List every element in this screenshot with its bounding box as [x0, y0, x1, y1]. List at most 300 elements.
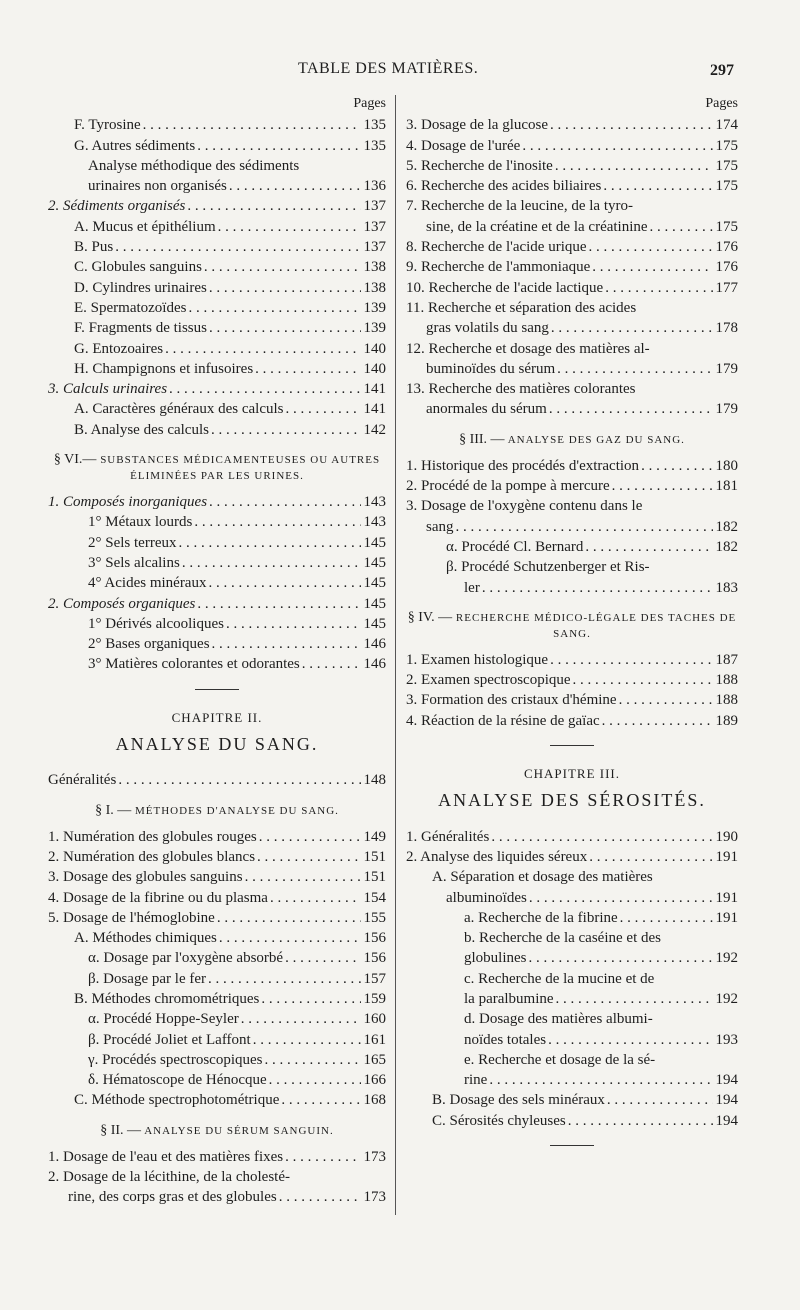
dot-leader	[209, 318, 361, 338]
left-column	[48, 94, 386, 1208]
dot-leader	[585, 537, 712, 557]
toc-entry	[48, 1167, 386, 1187]
dot-leader	[281, 1090, 360, 1110]
toc-entry	[48, 908, 386, 928]
dot-leader	[208, 573, 360, 593]
toc-list	[406, 115, 738, 419]
dot-leader	[118, 770, 360, 790]
entry-title: G. Entozoaires	[74, 340, 164, 357]
section-number: § VI.—	[53, 452, 97, 468]
toc-entry	[406, 399, 738, 419]
entry-title: α. Procédé Hoppe-Seyler	[88, 1011, 239, 1028]
entry-page: 156	[363, 930, 386, 947]
entry-title: sang	[426, 518, 454, 535]
entry-title: 1. Numération des globules rouges	[48, 828, 257, 845]
dot-leader	[265, 1050, 361, 1070]
dot-leader	[605, 278, 712, 298]
section-number: § II. —	[100, 1122, 142, 1138]
entry-title: 4. Dosage de l'urée	[406, 137, 521, 154]
section-title: ANALYSE DES GAZ DU SANG.	[507, 433, 685, 446]
toc-entry	[48, 298, 386, 318]
dot-leader	[217, 908, 361, 928]
dot-leader	[178, 533, 360, 553]
entry-title: noïdes totales	[464, 1031, 547, 1048]
dot-leader	[592, 257, 712, 277]
toc-entry	[406, 711, 738, 731]
dot-leader	[253, 1030, 361, 1050]
toc-entry	[48, 1070, 386, 1090]
entry-title: 3. Formation des cristaux d'hémine	[406, 692, 617, 709]
dot-leader	[603, 176, 712, 196]
entry-title: B. Pus	[74, 239, 114, 256]
entry-title: G. Autres sédiments	[74, 137, 196, 154]
entry-page: 154	[363, 889, 386, 906]
dot-leader	[555, 156, 713, 176]
toc-entry	[48, 196, 386, 216]
dot-leader	[212, 634, 361, 654]
dot-leader	[302, 654, 361, 674]
entry-page: 165	[363, 1051, 386, 1068]
entry-title: 1. Examen histologique	[406, 651, 549, 668]
pages-label: Pages	[353, 96, 386, 111]
entry-title: α. Dosage par l'oxygène absorbé	[88, 950, 284, 967]
dot-leader	[612, 476, 713, 496]
entry-page: 176	[715, 259, 738, 276]
toc-entry	[406, 517, 738, 537]
entry-page: 138	[363, 259, 386, 276]
entry-title: C. Sérosités chyleuses	[432, 1112, 566, 1129]
toc-entry	[406, 989, 738, 1009]
dot-leader	[218, 217, 361, 237]
entry-title: 5. Dosage de l'hémoglobine	[48, 909, 215, 926]
chapter-title: ANALYSE DES SÉROSITÉS.	[438, 790, 706, 811]
entry-page: 189	[715, 712, 738, 729]
dot-leader	[143, 115, 361, 135]
entry-title: 1. Généralités	[406, 828, 490, 845]
toc-entry	[406, 298, 738, 318]
dot-leader	[557, 359, 712, 379]
entry-title: B. Dosage des sels minéraux	[432, 1092, 605, 1109]
toc-list	[406, 827, 738, 1131]
entry-page: 136	[363, 178, 386, 195]
dot-leader	[229, 176, 361, 196]
entry-title: 2° Sels terreux	[88, 534, 177, 551]
entry-title: F. Fragments de tissus	[74, 320, 207, 337]
entry-page: 145	[363, 575, 386, 592]
toc-entry	[406, 1070, 738, 1090]
entry-page: 143	[363, 514, 386, 531]
dot-leader	[245, 867, 361, 887]
entry-title: 3° Matières colorantes et odorantes	[88, 656, 300, 673]
entry-title: globulines	[464, 950, 527, 967]
entry-page: 175	[715, 137, 738, 154]
toc-entry	[48, 1009, 386, 1029]
toc-entry	[406, 650, 738, 670]
dot-leader	[491, 827, 712, 847]
dot-leader	[197, 594, 360, 614]
entry-title: A. Caractères généraux des calculs	[74, 401, 284, 418]
dot-leader	[226, 614, 361, 634]
dot-leader	[188, 298, 360, 318]
dot-leader	[261, 989, 360, 1009]
toc-entry	[48, 359, 386, 379]
toc-entry	[48, 847, 386, 867]
toc-entry	[48, 594, 386, 614]
dot-leader	[573, 670, 713, 690]
entry-page: 145	[363, 534, 386, 551]
dot-leader	[211, 420, 361, 440]
toc-entry	[406, 827, 738, 847]
dot-leader	[529, 948, 713, 968]
toc-entry	[406, 237, 738, 257]
entry-title: α. Procédé Cl. Bernard	[446, 538, 584, 555]
toc-entry	[48, 634, 386, 654]
toc-entry	[406, 339, 738, 359]
entry-page: 179	[715, 401, 738, 418]
toc-entry	[406, 379, 738, 399]
toc-entry	[48, 573, 386, 593]
dot-leader	[241, 1009, 361, 1029]
entry-title: 12. Recherche et dosage des matières al-	[406, 340, 650, 357]
entry-page: 194	[715, 1072, 738, 1089]
dot-leader	[270, 888, 361, 908]
toc-entry	[48, 379, 386, 399]
dot-leader	[550, 115, 712, 135]
entry-page: 168	[363, 1092, 386, 1109]
entry-title: ler	[464, 579, 480, 596]
entry-page: 173	[363, 1189, 386, 1206]
toc-entry	[406, 969, 738, 989]
entry-title: Analyse méthodique des sédiments	[88, 157, 300, 174]
entry-page: 194	[715, 1092, 738, 1109]
dot-leader	[641, 456, 712, 476]
entry-page: 177	[715, 279, 738, 296]
toc-entry	[406, 136, 738, 156]
entry-page: 159	[363, 990, 386, 1007]
entry-title: 10. Recherche de l'acide lactique	[406, 279, 604, 296]
toc-list	[48, 1147, 386, 1208]
dot-leader	[482, 578, 713, 598]
toc-entry	[406, 1050, 738, 1070]
entry-page: 160	[363, 1011, 386, 1028]
entry-title: B. Méthodes chromométriques	[74, 990, 260, 1007]
entry-page: 139	[363, 299, 386, 316]
toc-list	[48, 492, 386, 675]
entry-page: 156	[363, 950, 386, 967]
toc-entry	[48, 1090, 386, 1110]
dot-leader	[285, 948, 360, 968]
toc-entry	[406, 578, 738, 598]
dot-leader	[556, 989, 713, 1009]
toc-entry	[406, 908, 738, 928]
entry-title: H. Champignons et infusoires	[74, 360, 254, 377]
entry-page: 191	[715, 909, 738, 926]
entry-page: 145	[363, 595, 386, 612]
entry-title: 1° Dérivés alcooliques	[88, 615, 224, 632]
toc-entry	[406, 1090, 738, 1110]
entry-page: 183	[715, 579, 738, 596]
entry-page: 175	[715, 178, 738, 195]
dot-leader	[551, 318, 713, 338]
entry-page: 145	[363, 615, 386, 632]
section-number: § III. —	[459, 431, 505, 447]
entry-title: 2° Bases organiques	[88, 636, 210, 653]
toc-entry	[48, 1187, 386, 1207]
entry-page: 192	[715, 950, 738, 967]
dot-leader	[548, 1030, 712, 1050]
entry-page: 140	[363, 360, 386, 377]
entry-title: δ. Hématoscope de Hénocque	[88, 1072, 267, 1089]
toc-entry	[48, 156, 386, 176]
toc-entry	[406, 496, 738, 516]
dot-leader	[522, 136, 712, 156]
entry-page: 138	[363, 279, 386, 296]
toc-entry	[406, 537, 738, 557]
entry-title: 2. Sédiments organisés	[48, 198, 186, 215]
toc-entry	[48, 989, 386, 1009]
entry-title: 11. Recherche et séparation des acides	[406, 299, 637, 316]
running-title: TABLE DES MATIÈRES.	[298, 60, 479, 77]
entry-title: la paralbumine	[464, 990, 554, 1007]
dot-leader	[115, 237, 360, 257]
toc-entry	[406, 359, 738, 379]
entry-page: 148	[363, 772, 386, 789]
entry-page: 146	[363, 656, 386, 673]
dot-leader	[550, 650, 712, 670]
entry-title: 3. Dosage de la glucose	[406, 117, 549, 134]
entry-title: Généralités	[48, 772, 117, 789]
toc-list	[48, 827, 386, 1111]
entry-page: 137	[363, 239, 386, 256]
toc-entry	[406, 670, 738, 690]
toc-entry	[48, 614, 386, 634]
dot-leader	[607, 1090, 713, 1110]
toc-entry	[48, 399, 386, 419]
entry-page: 161	[363, 1031, 386, 1048]
entry-title: e. Recherche et dosage de la sé-	[464, 1051, 656, 1068]
toc-entry	[48, 136, 386, 156]
toc-entry	[406, 318, 738, 338]
dot-leader	[619, 690, 713, 710]
toc-list	[406, 650, 738, 731]
entry-page: 141	[363, 381, 386, 398]
dot-leader	[529, 888, 713, 908]
entry-page: 181	[715, 478, 738, 495]
entry-title: sine, de la créatine et de la créatinine	[426, 218, 648, 235]
right-column	[406, 94, 738, 1160]
toc-entry	[48, 339, 386, 359]
dot-leader	[589, 847, 712, 867]
section-number: § IV. —	[407, 609, 453, 625]
entry-page: 137	[363, 218, 386, 235]
entry-page: 143	[363, 494, 386, 511]
pages-label: Pages	[705, 96, 738, 111]
toc-entry	[48, 237, 386, 257]
entry-title: D. Cylindres urinaires	[74, 279, 207, 296]
entry-title: 5. Recherche de l'inosite	[406, 157, 553, 174]
entry-page: 188	[715, 672, 738, 689]
dot-leader	[279, 1187, 361, 1207]
toc-entry	[48, 948, 386, 968]
dot-leader	[257, 847, 360, 867]
toc-entry	[406, 217, 738, 237]
entry-title: 1° Métaux lourds	[88, 514, 193, 531]
toc-entry	[406, 257, 738, 277]
toc-entry	[406, 948, 738, 968]
dot-leader	[620, 908, 713, 928]
entry-page: 193	[715, 1031, 738, 1048]
section-title: ANALYSE DU SÉRUM SANGUIN.	[144, 1124, 334, 1137]
toc-entry	[406, 156, 738, 176]
entry-title: 3. Dosage de l'oxygène contenu dans le	[406, 498, 643, 515]
entry-title: E. Spermatozoïdes	[74, 299, 187, 316]
toc-entry	[406, 557, 738, 577]
entry-page: 174	[715, 117, 738, 134]
section-heading-iv	[406, 610, 738, 642]
entry-page: 141	[363, 401, 386, 418]
section-title: RECHERCHE MÉDICO-LÉGALE DES TACHES DE SANG.	[455, 611, 737, 640]
entry-page: 149	[363, 828, 386, 845]
entry-page: 191	[715, 889, 738, 906]
toc-entry	[48, 553, 386, 573]
toc-entry	[48, 257, 386, 277]
toc-entry	[48, 278, 386, 298]
entry-page: 188	[715, 692, 738, 709]
entry-title: β. Procédé Schutzenberger et Ris-	[446, 559, 650, 576]
entry-title: 6. Recherche des acides biliaires	[406, 178, 602, 195]
toc-entry	[48, 969, 386, 989]
entry-page: 180	[715, 457, 738, 474]
toc-list	[48, 115, 386, 440]
toc-entry	[406, 1111, 738, 1131]
entry-page: 135	[363, 117, 386, 134]
entry-page: 146	[363, 636, 386, 653]
entry-title: 4° Acides minéraux	[88, 575, 207, 592]
entry-page: 166	[363, 1072, 386, 1089]
toc-entry	[48, 492, 386, 512]
toc-entry	[48, 1030, 386, 1050]
toc-entry	[48, 888, 386, 908]
entry-title: gras volatils du sang	[426, 320, 549, 337]
section-heading-i	[48, 803, 386, 819]
entry-title: 1. Composés inorganiques	[48, 494, 208, 511]
toc-entry	[48, 1147, 386, 1167]
entry-page: 151	[363, 869, 386, 886]
entry-title: 2. Numération des globules blancs	[48, 848, 256, 865]
entry-page: 135	[363, 137, 386, 154]
entry-title: buminoïdes du sérum	[426, 360, 556, 377]
dot-leader	[169, 379, 360, 399]
entry-page: 187	[715, 651, 738, 668]
entry-title: β. Procédé Joliet et Laffont	[88, 1031, 251, 1048]
page-number: 297	[710, 62, 734, 79]
entry-title: c. Recherche de la mucine et de	[464, 970, 655, 987]
section-heading-iii	[406, 432, 738, 448]
entry-title: rine	[464, 1072, 488, 1089]
toc-entry	[48, 217, 386, 237]
entry-page: 140	[363, 340, 386, 357]
toc-entry	[406, 456, 738, 476]
entry-title: A. Séparation et dosage des matières	[432, 869, 653, 886]
entry-page: 194	[715, 1112, 738, 1129]
dot-leader	[568, 1111, 713, 1131]
entry-page: 155	[363, 909, 386, 926]
entry-title: 9. Recherche de l'ammoniaque	[406, 259, 591, 276]
dot-leader	[208, 969, 361, 989]
section-title: SUBSTANCES MÉDICAMENTEUSES OU AUTRES ÉLIMINÉES PAR LES URINES.	[100, 454, 381, 483]
entry-page: 139	[363, 320, 386, 337]
dot-leader	[209, 492, 360, 512]
entry-title: β. Dosage par le fer	[88, 970, 206, 987]
entry-title: C. Globules sanguins	[74, 259, 202, 276]
entry-page: 173	[363, 1148, 386, 1165]
entry-page: 157	[363, 970, 386, 987]
toc-entry	[406, 278, 738, 298]
entry-title: 2. Analyse des liquides séreux	[406, 848, 588, 865]
toc-list	[406, 456, 738, 598]
toc-entry	[48, 318, 386, 338]
separator-rule	[195, 689, 239, 690]
dot-leader	[194, 512, 360, 532]
entry-title: a. Recherche de la fibrine	[464, 909, 618, 926]
entry-page: 137	[363, 198, 386, 215]
toc-entry	[406, 1030, 738, 1050]
dot-leader	[285, 1147, 360, 1167]
dot-leader	[209, 278, 361, 298]
entry-title: 2. Composés organiques	[48, 595, 196, 612]
dot-leader	[589, 237, 713, 257]
dot-leader	[259, 827, 361, 847]
toc-entry	[48, 827, 386, 847]
toc-entry	[48, 654, 386, 674]
entry-title: A. Méthodes chimiques	[74, 930, 217, 947]
entry-title: 3. Calculs urinaires	[48, 381, 168, 398]
entry-title: 13. Recherche des matières colorantes	[406, 381, 636, 398]
entry-page: 190	[715, 828, 738, 845]
entry-page: 145	[363, 554, 386, 571]
dot-leader	[549, 399, 713, 419]
entry-title: 8. Recherche de l'acide urique	[406, 239, 587, 256]
entry-page: 175	[715, 218, 738, 235]
dot-leader	[285, 399, 360, 419]
page-header	[0, 60, 800, 82]
entry-page: 142	[363, 421, 386, 438]
chapter-title: ANALYSE DU SANG.	[115, 734, 319, 755]
dot-leader	[182, 553, 361, 573]
entry-title: B. Analyse des calculs	[74, 421, 209, 438]
chapter-label: CHAPITRE III.	[523, 766, 621, 782]
entry-page: 191	[715, 848, 738, 865]
toc-entry	[406, 196, 738, 216]
entry-title: urinaires non organisés	[88, 178, 227, 195]
dot-leader	[255, 359, 360, 379]
entry-page: 175	[715, 157, 738, 174]
toc-entry	[48, 1050, 386, 1070]
entry-title: albuminoïdes	[446, 889, 527, 906]
toc-entry	[48, 176, 386, 196]
entry-title: 1. Historique des procédés d'extraction	[406, 457, 640, 474]
entry-title: 2. Procédé de la pompe à mercure	[406, 478, 610, 495]
entry-title: F. Tyrosine	[74, 117, 141, 134]
toc-entry	[48, 867, 386, 887]
toc-entry	[48, 420, 386, 440]
toc-entry	[48, 928, 386, 948]
toc-entry	[406, 115, 738, 135]
entry-page: 179	[715, 360, 738, 377]
toc-entry	[406, 1009, 738, 1029]
dot-leader	[165, 339, 360, 359]
entry-title: anormales du sérum	[426, 401, 547, 418]
